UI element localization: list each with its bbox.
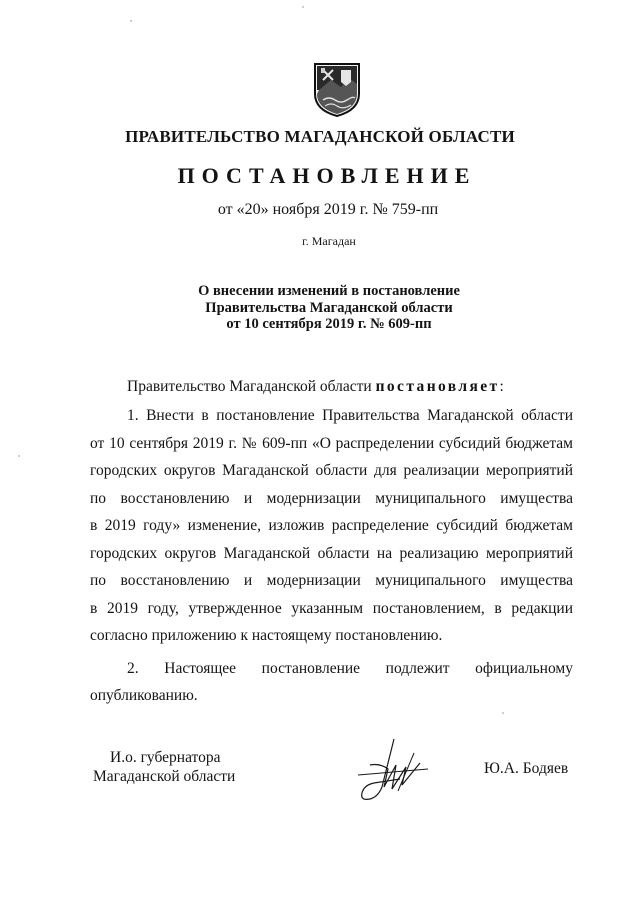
scan-speck	[502, 712, 504, 714]
paragraph-line: городских округов Магаданской области на реализацию мероприятий	[90, 544, 573, 562]
paragraph-1	[90, 402, 573, 650]
paragraph-line: городских округов Магаданской области для реализации мероприятий	[90, 462, 573, 479]
organization-name: ПРАВИТЕЛЬСТВО МАГАДАНСКОЙ ОБЛАСТИ	[125, 127, 515, 146]
coat-of-arms-icon	[311, 60, 363, 118]
scan-speck	[130, 20, 132, 22]
paragraph-line: от 10 сентября 2019 г. № 609-пп «О распределении субсидий бюджетам	[90, 434, 573, 452]
position-line: Магаданской области	[93, 768, 236, 785]
paragraph-line: по восстановлению и модернизации муниципального имущества	[90, 489, 573, 507]
subject-line: от 10 сентября 2019 г. № 609-пп	[226, 316, 432, 332]
scan-speck	[302, 6, 304, 8]
intro-text: Правительство Магаданской области	[127, 378, 372, 395]
paragraph-line: в 2019 году» изменение, изложив распределение субсидий бюджетам	[90, 517, 573, 534]
paragraph-line: 1. Внести в постановление Правительства Магаданской области	[127, 407, 573, 424]
intro-punct: :	[499, 378, 504, 395]
position-line: И.о. губернатора	[110, 749, 221, 766]
document-city: г. Магадан	[302, 234, 356, 248]
document-date-number: от «20» ноября 2019 г. № 759-пп	[217, 201, 439, 218]
signatory-name: Ю.А. Бодяев	[484, 760, 569, 777]
document-type: ПОСТАНОВЛЕНИЕ	[177, 163, 477, 188]
paragraph-2	[90, 655, 573, 710]
subject-line: О внесении изменений в постановление	[198, 283, 460, 299]
signatory-position	[93, 748, 235, 786]
paragraph-line: 2. Настоящее постановление подлежит официальному	[127, 659, 573, 677]
handwritten-signature	[340, 735, 440, 803]
subject-line: Правительства Магаданской области	[205, 299, 453, 316]
scan-speck	[18, 455, 20, 457]
paragraph-line: по восстановлению и модернизации муниципального имущества	[90, 572, 573, 589]
intro-verb: постановляет	[375, 378, 500, 395]
document-body	[90, 402, 573, 710]
paragraph-line: согласно приложению к настоящему постановлению.	[90, 627, 443, 644]
document-subject	[0, 283, 640, 333]
paragraph-line: в 2019 году, утвержденное указанным постановлением, в редакции	[90, 599, 573, 617]
paragraph-line: опубликованию.	[90, 687, 198, 704]
intro-sentence	[127, 378, 504, 396]
